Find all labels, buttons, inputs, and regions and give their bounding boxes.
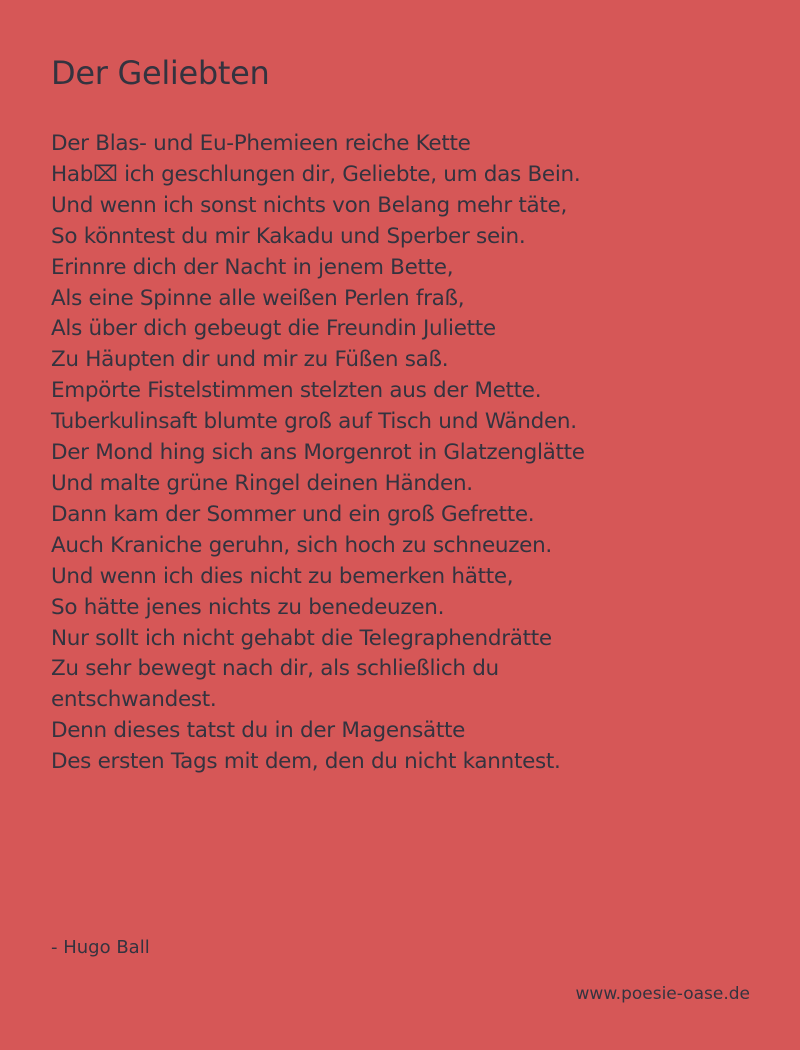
poem-line: Als über dich gebeugt die Freundin Juliette [51, 316, 496, 342]
poem-line: Empörte Fistelstimmen stelzten aus der Mette. [51, 378, 542, 404]
poem-line: Zu sehr bewegt nach dir, als schließlich du [51, 656, 499, 682]
poem-author: - Hugo Ball [51, 937, 150, 958]
poem-line: Und wenn ich dies nicht zu bemerken hätte, [51, 563, 514, 589]
poem-line: Der Blas- und Eu-Phemieen reiche Kette [51, 131, 471, 156]
poem-line: Tuberkulinsaft blumte groß auf Tisch und Wänden. [51, 409, 577, 435]
poem-line: Zu Häupten dir und mir zu Füßen saß. [51, 347, 449, 373]
poem-line: So könntest du mir Kakadu und Sperber sein. [51, 223, 526, 249]
poem-line: Dann kam der Sommer und ein groß Gefrette. [51, 501, 535, 527]
poem-line: Des ersten Tags mit dem, den du nicht kanntest. [51, 749, 561, 775]
poem-line: Denn dieses tatst du in der Magensätte [51, 718, 466, 744]
poem-line: Erinnre dich der Nacht in jenem Bette, [51, 254, 454, 280]
poem-line: So hätte jenes nichts zu benedeuzen. [51, 594, 445, 620]
poem-body [51, 129, 771, 778]
poem-line: Nur sollt ich nicht gehabt die Telegraphendrätte [51, 625, 552, 651]
poem-line: Der Mond hing sich ans Morgenrot in Glatzenglätte [51, 440, 585, 466]
poem-line: Hab⌧ ich geschlungen dir, Geliebte, um das Bein. [51, 161, 581, 187]
poem-title: Der Geliebten [51, 54, 270, 92]
website-link[interactable]: www.poesie-oase.de [575, 984, 750, 1004]
poem-line: entschwandest. [51, 687, 217, 713]
poem-line: Und malte grüne Ringel deinen Händen. [51, 470, 473, 496]
poem-line: Und wenn ich sonst nichts von Belang mehr täte, [51, 192, 567, 218]
poem-line: Als eine Spinne alle weißen Perlen fraß, [51, 285, 465, 311]
poem-line: Auch Kraniche geruhn, sich hoch zu schneuzen. [51, 532, 552, 558]
